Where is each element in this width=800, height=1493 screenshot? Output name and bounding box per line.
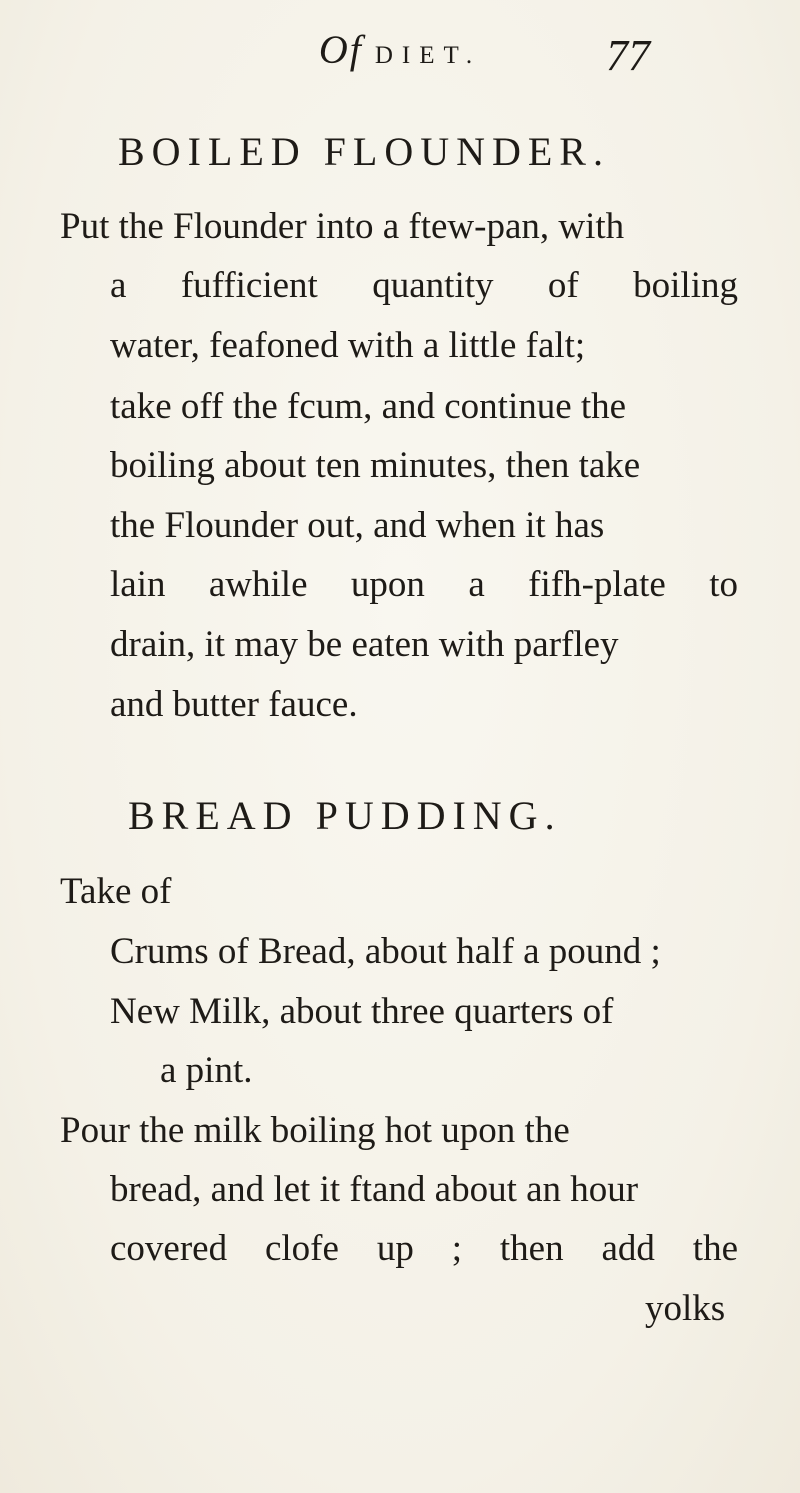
text-line: the Flounder out, and when it has — [110, 505, 605, 546]
text-line: lain awhile upon a fifh-plate to — [110, 564, 738, 605]
text-line: covered clofe up ; then add the — [110, 1228, 738, 1269]
text-line: a pint. — [160, 1050, 253, 1091]
text-line: take off the fcum, and continue the — [110, 386, 627, 427]
section-heading-bread-pudding: BREAD PUDDING. — [128, 793, 562, 838]
text-line: Pour the milk boiling hot upon the — [60, 1110, 570, 1151]
running-head — [0, 27, 800, 80]
text-line: Take of — [60, 871, 172, 912]
running-head-of: Of — [318, 27, 363, 72]
text-line: bread, and let it ftand about an hour — [110, 1169, 639, 1210]
text-line: Put the Flounder into a ftew-pan, with — [60, 206, 625, 247]
text-line: a fufficient quantity of boiling — [110, 265, 738, 306]
text-line: and butter fauce. — [110, 684, 358, 725]
section-heading-boiled-flounder: BOILED FLOUNDER. — [118, 129, 610, 174]
running-head-diet: DIET. — [374, 42, 482, 69]
text-line: New Milk, about three quarters of — [110, 991, 614, 1032]
page-number: 77 — [606, 31, 650, 80]
text-line: water, feafoned with a little falt; — [110, 325, 586, 366]
text-line: Crums of Bread, about half a pound ; — [110, 931, 661, 972]
catchword: yolks — [645, 1288, 726, 1329]
text-line: boiling about ten minutes, then take — [110, 445, 641, 486]
text-line: drain, it may be eaten with parfley — [110, 624, 619, 665]
